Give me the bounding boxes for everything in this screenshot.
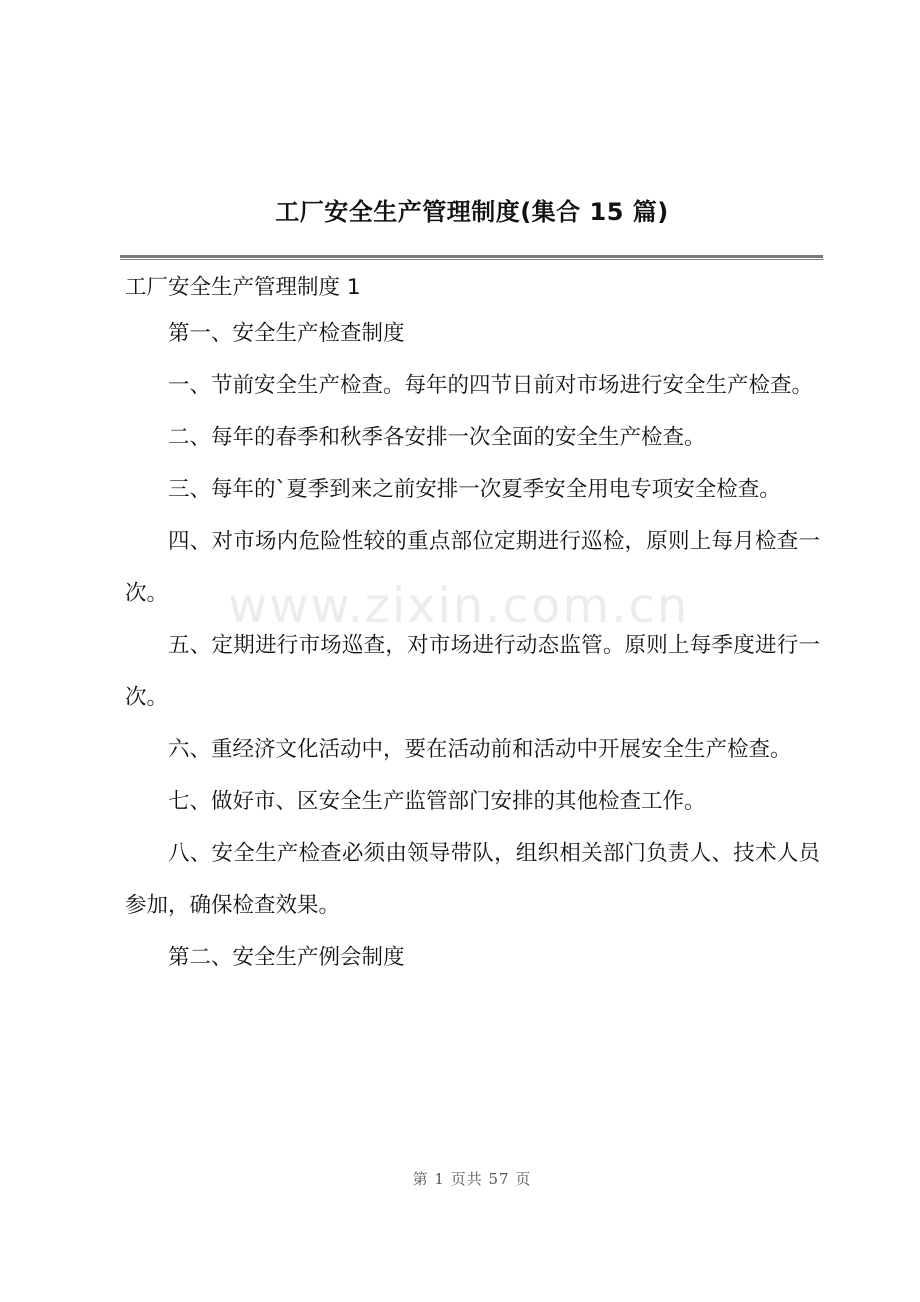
page-footer: 第 1 页共 57 页 <box>412 1170 532 1188</box>
paragraph: 六、重经济文化活动中，要在活动前和活动中开展安全生产检查。 <box>168 737 792 762</box>
paragraph: 五、定期进行市场巡查，对市场进行动态监管。原则上每季度进行一次。 <box>125 633 820 710</box>
paragraph: 七、做好市、区安全生产监管部门安排的其他检查工作。 <box>168 789 706 814</box>
paragraph: 三、每年的`夏季到来之前安排一次夏季安全用电专项安全检查。 <box>168 477 781 502</box>
title-divider <box>120 255 823 260</box>
document-body <box>125 268 820 984</box>
paragraph: 四、对市场内危险性较的重点部位定期进行巡检，原则上每月检查一次。 <box>125 529 820 606</box>
section-heading: 工厂安全生产管理制度 1 <box>125 275 361 300</box>
paragraph: 二、每年的春季和秋季各安排一次全面的安全生产检查。 <box>168 425 706 450</box>
paragraph: 八、安全生产检查必须由领导带队，组织相关部门负责人、技术人员参加，确保检查效果。 <box>125 841 820 918</box>
paragraph: 第二、安全生产例会制度 <box>168 945 405 970</box>
watermark: www.zixin.com.cn <box>228 578 690 634</box>
paragraph: 第一、安全生产检查制度 <box>168 321 405 346</box>
paragraph: 一、节前安全生产检查。每年的四节日前对市场进行安全生产检查。 <box>168 373 814 398</box>
document-title: 工厂安全生产管理制度(集合 15 篇) <box>275 198 669 226</box>
